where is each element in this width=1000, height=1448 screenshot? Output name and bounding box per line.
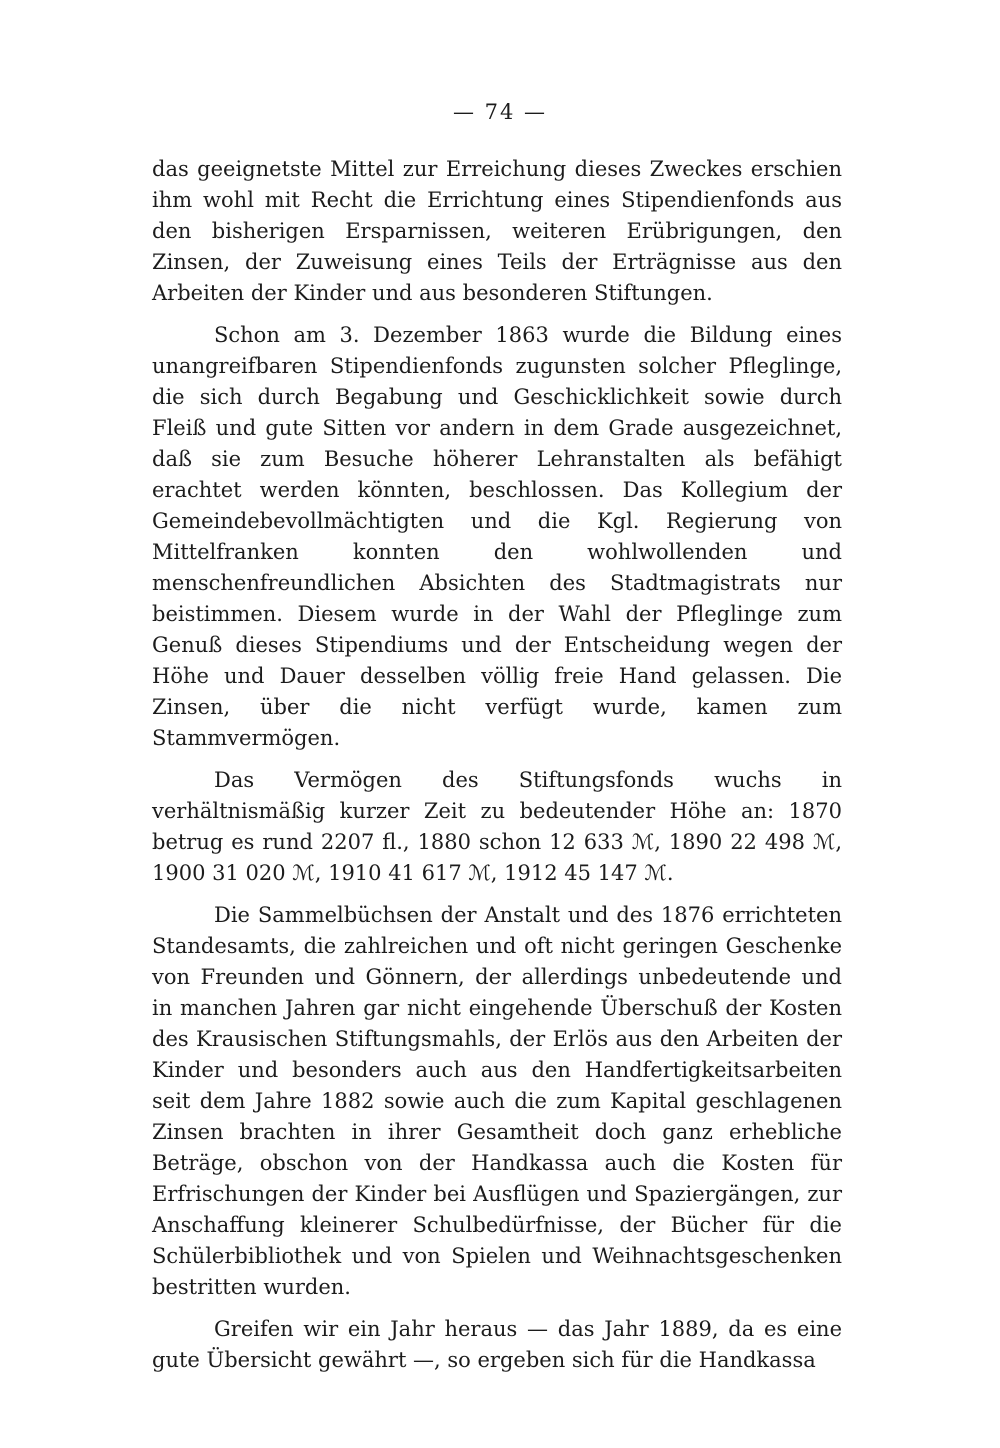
- paragraph-handkassa: Greifen wir ein Jahr heraus — das Jahr 1889, da es eine gute Übersicht gewährt —, so ergeben sich für die Handkassa: [152, 1317, 842, 1372]
- body-text: [152, 154, 842, 1376]
- page-number: — 74 —: [452, 100, 548, 124]
- paragraph-vermoegen: Das Vermögen des Stiftungsfonds wuchs in verhältnismäßig kurzer Zeit zu bedeutender Höhe an: 1870 betrug es rund 2207 fl., 1880 schon 12 633 ℳ, 1890 22 498 ℳ, 1900 31 020 ℳ, 1910 41 617 ℳ, 1912 45 147 ℳ.: [152, 768, 842, 885]
- paragraph-stipendienfonds: Schon am 3. Dezember 1863 wurde die Bildung eines unangreifbaren Stipendienfonds zugunsten solcher Pfleglinge, die sich durch Begabung und Geschicklichkeit sowie durch Fleiß und gute Sitten vor andern in dem Grade ausgezeichnet, daß sie zum Besuche höherer Lehranstalten als befähigt erachtet werden könnten, beschlossen. Das Kollegium der Gemeindebevollmächtigten und die Kgl. Regierung von Mittelfranken konnten den wohlwollenden und menschenfreundlichen Absichten des Stadtmagistrats nur beistimmen. Diesem wurde in der Wahl der Pfleglinge zum Genuß dieses Stipendiums und der Entscheidung wegen der Höhe und Dauer desselben völlig freie Hand gelassen. Die Zinsen, über die nicht verfügt wurde, kamen zum Stammvermögen.: [152, 323, 842, 750]
- paragraph-continued: das geeignetste Mittel zur Erreichung dieses Zweckes erschien ihm wohl mit Recht die Errichtung eines Stipendienfonds aus den bisherigen Ersparnissen, weiteren Erübrigungen, den Zinsen, der Zuweisung eines Teils der Erträgnisse aus den Arbeiten der Kinder und aus besonderen Stiftungen.: [152, 157, 842, 305]
- paragraph-sammelbuechsen: Die Sammelbüchsen der Anstalt und des 1876 errichteten Standesamts, die zahlreichen und oft nicht geringen Geschenke von Freunden und Gönnern, der allerdings unbedeutende und in manchen Jahren gar nicht eingehende Überschuß der Kosten des Krausischen Stiftungsmahls, der Erlös aus den Arbeiten der Kinder und besonders auch aus den Handfertigkeitsarbeiten seit dem Jahre 1882 sowie auch die zum Kapital geschlagenen Zinsen brachten in ihrer Gesamtheit doch ganz erhebliche Beträge, obschon von der Handkassa auch die Kosten für Erfrischungen der Kinder bei Ausflügen und Spaziergängen, zur Anschaffung kleinerer Schulbedürfnisse, der Bücher für die Schülerbibliothek und von Spielen und Weihnachtsgeschenken bestritten wurden.: [152, 903, 842, 1299]
